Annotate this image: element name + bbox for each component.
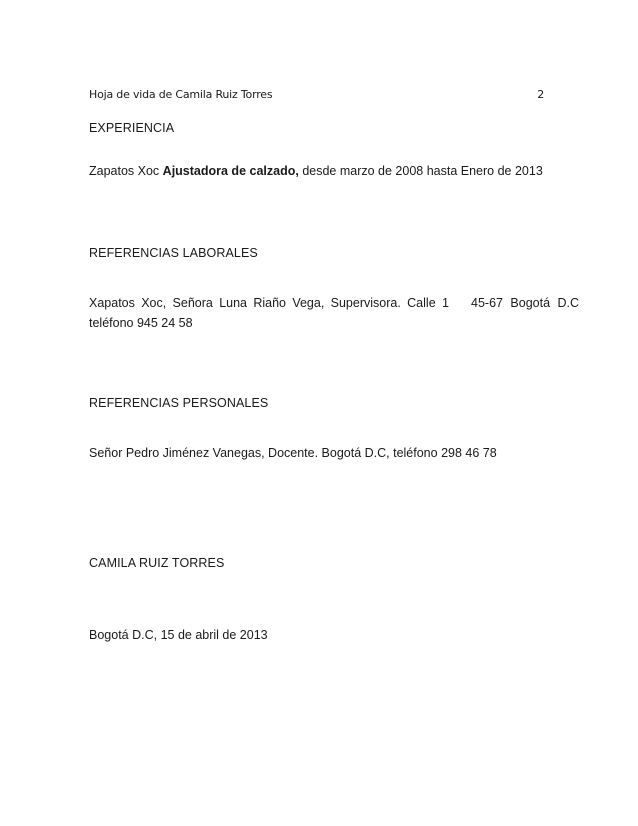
word: Supervisora. [330, 296, 401, 310]
experiencia-company: Zapatos Xoc [89, 164, 160, 178]
header-title: Hoja de vida de Camila Ruiz Torres [89, 88, 273, 101]
experiencia-role: Ajustadora de calzado, [162, 164, 299, 178]
word: Bogotá [510, 296, 551, 310]
word: 45-67 [471, 296, 503, 310]
experiencia-heading: EXPERIENCIA [89, 121, 175, 135]
word: Xapatos [89, 296, 135, 310]
word: Vega, [292, 296, 325, 310]
referencias-laborales-entry [89, 293, 579, 333]
experiencia-entry [89, 161, 543, 181]
word: D.C [557, 296, 579, 310]
word: Luna [219, 296, 247, 310]
referencias-laborales-line-1-left [89, 293, 449, 313]
referencias-personales-entry: Señor Pedro Jiménez Vanegas, Docente. Bogotá D.C, teléfono 298 46 78 [89, 446, 497, 460]
word: Xoc, [141, 296, 167, 310]
word: Señora [172, 296, 213, 310]
referencias-laborales-heading: REFERENCIAS LABORALES [89, 246, 258, 260]
experiencia-period: desde marzo de 2008 hasta Enero de 2013 [302, 164, 543, 178]
page-header [89, 88, 544, 101]
referencias-laborales-line-2: teléfono 945 24 58 [89, 316, 193, 330]
referencias-laborales-line-1-right [471, 293, 579, 313]
word: Riaño [253, 296, 286, 310]
word: 1 [441, 296, 449, 310]
word: Calle [407, 296, 436, 310]
date-place: Bogotá D.C, 15 de abril de 2013 [89, 628, 268, 642]
referencias-personales-heading: REFERENCIAS PERSONALES [89, 396, 269, 410]
referencias-laborales-line-1 [89, 293, 579, 313]
page-number: 2 [537, 88, 544, 101]
signature-name: CAMILA RUIZ TORRES [89, 556, 225, 570]
